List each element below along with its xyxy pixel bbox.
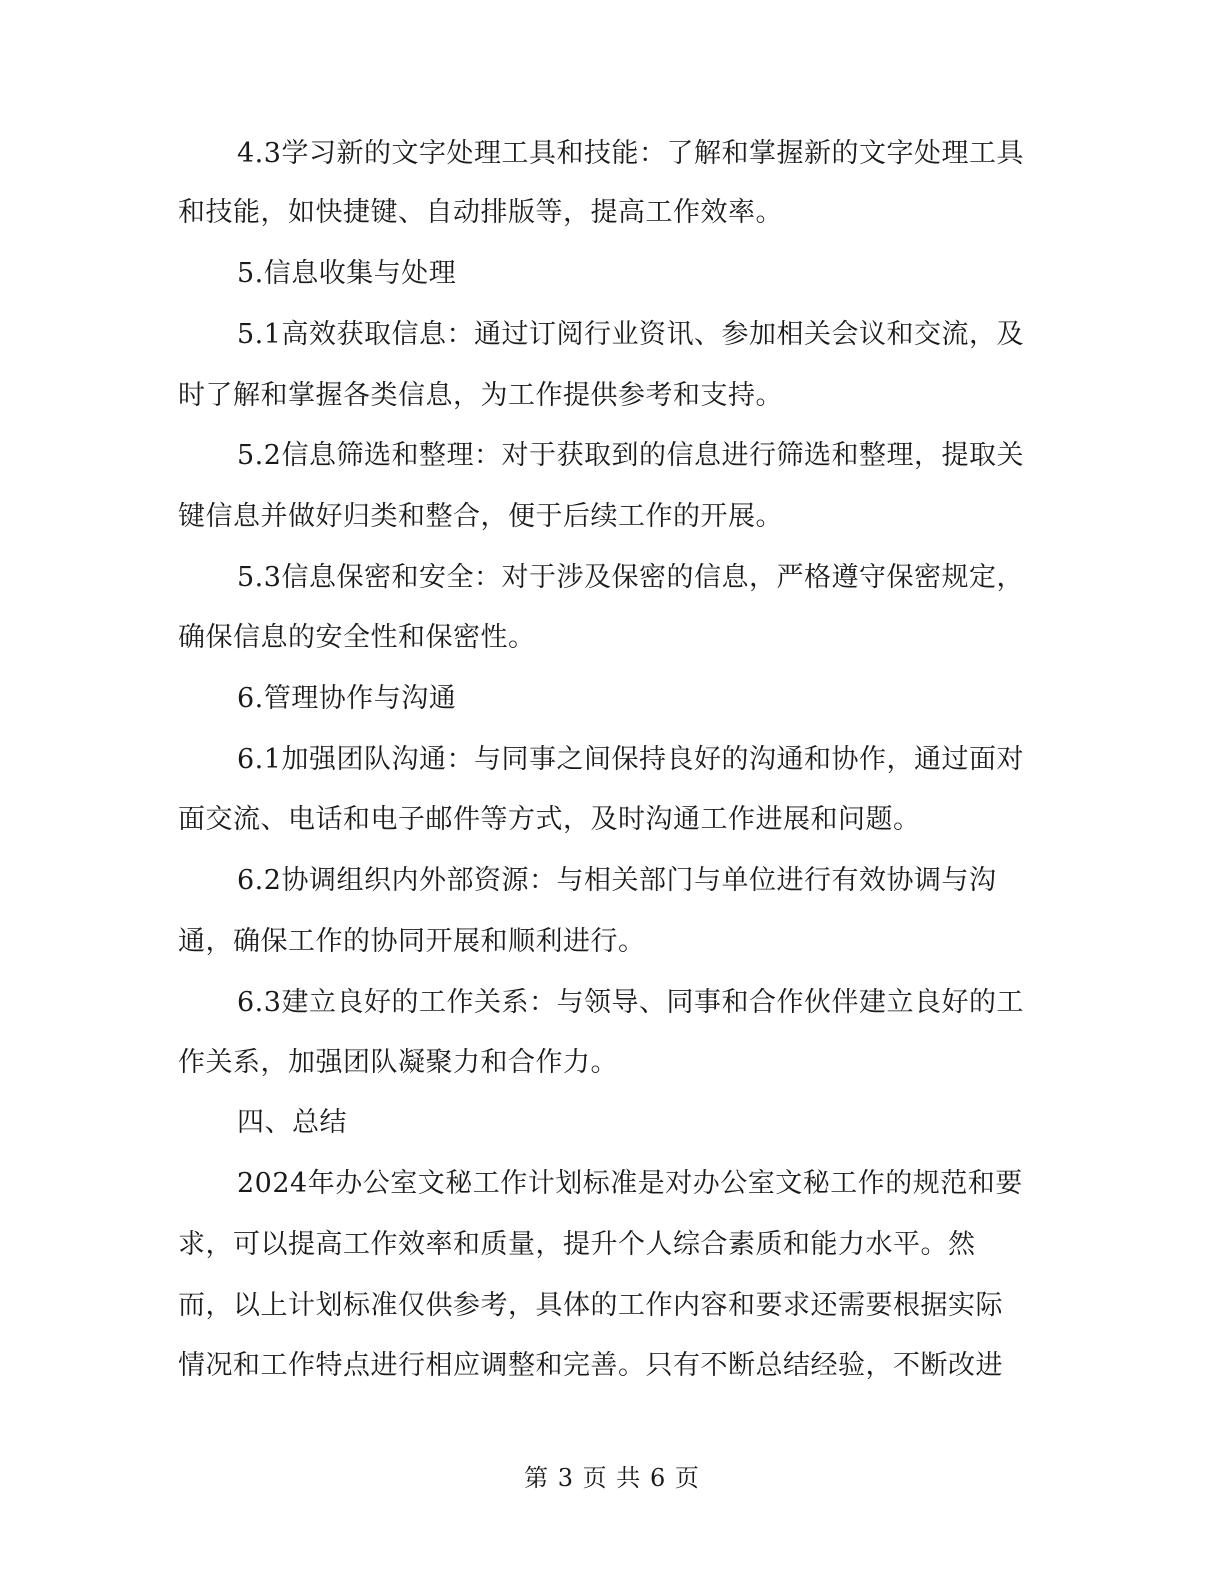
text-line: 6.3建立良好的工作关系：与领导、同事和合作伙伴建立良好的工 bbox=[237, 987, 1024, 1018]
text-line: 5.1高效获取信息：通过订阅行业资讯、参加相关会议和交流，及 bbox=[237, 319, 1024, 350]
section-heading: 四、总结 bbox=[237, 1107, 347, 1138]
text-line: 情况和工作特点进行相应调整和完善。只有不断总结经验，不断改进 bbox=[178, 1350, 1003, 1381]
text-line: 作关系，加强团队凝聚力和合作力。 bbox=[178, 1047, 618, 1078]
text-line: 6.1加强团队沟通：与同事之间保持良好的沟通和协作，通过面对 bbox=[237, 744, 1024, 775]
text-line: 5.3信息保密和安全：对于涉及保密的信息，严格遵守保密规定， bbox=[237, 562, 1024, 593]
page-footer: 第 3 页 共 6 页 bbox=[524, 1464, 700, 1492]
text-line: 求，可以提高工作效率和质量，提升个人综合素质和能力水平。然 bbox=[178, 1229, 976, 1260]
text-line: 5.2信息筛选和整理：对于获取到的信息进行筛选和整理，提取关 bbox=[237, 440, 1024, 471]
text-line: 2024年办公室文秘工作计划标准是对办公室文秘工作的规范和要 bbox=[237, 1168, 1023, 1199]
text-line: 面交流、电话和电子邮件等方式，及时沟通工作进展和问题。 bbox=[178, 804, 921, 835]
section-heading: 6.管理协作与沟通 bbox=[237, 683, 457, 714]
section-heading: 5.信息收集与处理 bbox=[237, 258, 457, 289]
text-line: 6.2协调组织内外部资源：与相关部门与单位进行有效协调与沟 bbox=[237, 865, 997, 896]
text-line: 和技能，如快捷键、自动排版等，提高工作效率。 bbox=[178, 197, 783, 228]
text-line: 4.3学习新的文字处理工具和技能：了解和掌握新的文字处理工具 bbox=[237, 138, 1024, 169]
text-line: 键信息并做好归类和整合，便于后续工作的开展。 bbox=[178, 501, 783, 532]
text-line: 通，确保工作的协同开展和顺利进行。 bbox=[178, 926, 646, 957]
text-line: 时了解和掌握各类信息，为工作提供参考和支持。 bbox=[178, 380, 783, 411]
text-line: 而，以上计划标准仅供参考，具体的工作内容和要求还需要根据实际 bbox=[178, 1290, 1003, 1321]
text-line: 确保信息的安全性和保密性。 bbox=[178, 622, 536, 653]
